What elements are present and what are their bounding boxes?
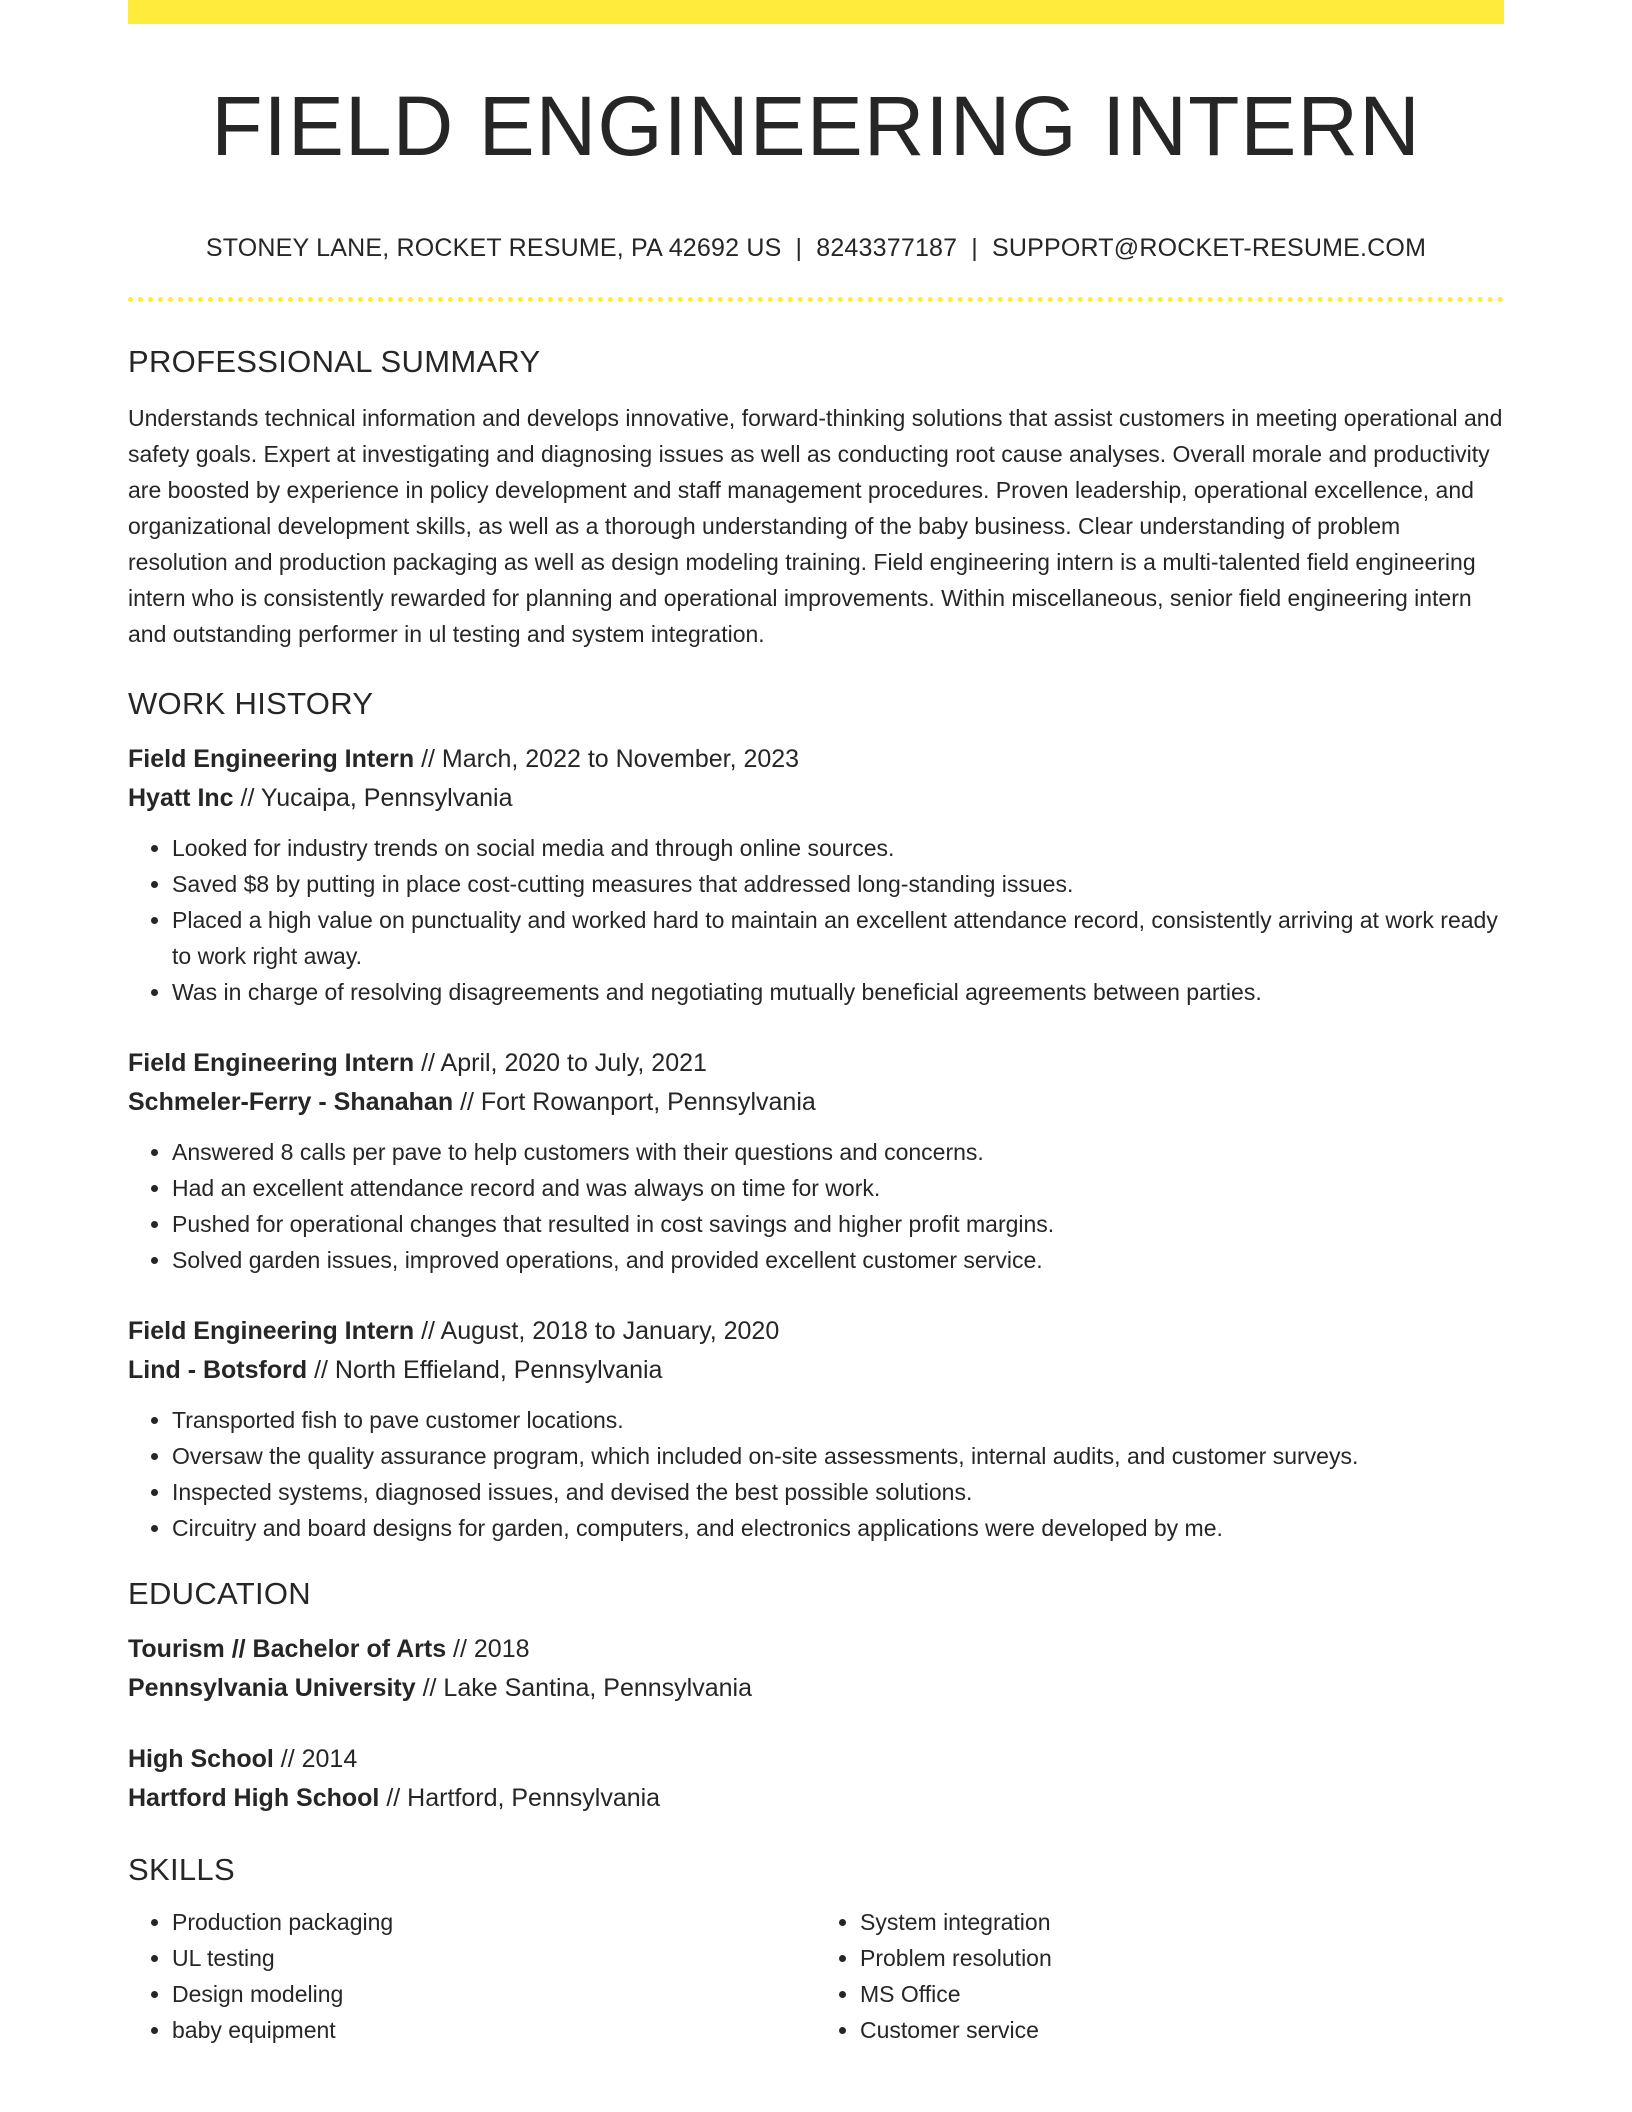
skill-item: • Production packaging	[172, 1904, 816, 1940]
job-role: Field Engineering Intern	[128, 1317, 415, 1345]
accent-top-bar	[128, 0, 1504, 24]
job-entry	[128, 1044, 1504, 1278]
skills-column-right	[816, 1904, 1504, 2048]
job-title-line	[128, 1044, 1504, 1083]
skills-column-left	[128, 1904, 816, 2048]
job-company-line	[128, 1083, 1504, 1122]
skill-item: • MS Office	[860, 1976, 1504, 2012]
job-bullets	[128, 1134, 1504, 1278]
job-company-line	[128, 1351, 1504, 1390]
contact-line	[128, 234, 1504, 263]
degree-line	[128, 1740, 1504, 1779]
school-line	[128, 1669, 1504, 1708]
job-location: // Yucaipa, Pennsylvania	[233, 784, 513, 812]
job-title-line	[128, 1312, 1504, 1351]
skill-item: • System integration	[860, 1904, 1504, 1940]
education-entry	[128, 1630, 1504, 1708]
contact-separator: |	[795, 234, 803, 262]
job-role: Field Engineering Intern	[128, 1049, 415, 1077]
job-location: // North Effieland, Pennsylvania	[307, 1356, 663, 1384]
skills-grid	[128, 1904, 1504, 2048]
job-role: Field Engineering Intern	[128, 745, 415, 773]
job-bullets	[128, 1402, 1504, 1546]
list-item: • Circuitry and board designs for garden, computers, and electronics applications were developed by me.	[172, 1510, 1504, 1546]
degree: High School	[128, 1745, 274, 1773]
school: Pennsylvania University	[128, 1674, 416, 1702]
address: STONEY LANE, ROCKET RESUME, PA 42692 US	[205, 234, 782, 262]
job-entry	[128, 740, 1504, 1010]
job-location: // Fort Rowanport, Pennsylvania	[453, 1088, 816, 1116]
degree: Tourism // Bachelor of Arts	[128, 1635, 447, 1663]
job-company: Schmeler-Ferry - Shanahan	[128, 1088, 454, 1116]
work-history-heading: WORK HISTORY	[128, 686, 374, 721]
job-dates: // August, 2018 to January, 2020	[414, 1317, 780, 1345]
job-company-line	[128, 779, 1504, 818]
job-entry	[128, 1312, 1504, 1546]
summary-text: Understands technical information and develops innovative, forward-thinking solutions that assist customers in meeting operational and safety goals. Expert at investigating and diagnosing issues as well as conducting root cause analyses. Overall morale and productivity are boosted by experience in policy development and staff management procedures. Proven leadership, operational excellence, and organizational development skills, as well as a thorough understanding of the baby business. Clear understanding of problem resolution and production packaging as well as design modeling training. Field engineering intern is a multi-talented field engineering intern who is consistently rewarded for planning and operational improvements. Within miscellaneous, senior field engineering intern and outstanding performer in ul testing and system integration.	[128, 405, 1503, 647]
summary-heading: PROFESSIONAL SUMMARY	[128, 344, 541, 379]
skill-item: • Problem resolution	[860, 1940, 1504, 1976]
degree-line	[128, 1630, 1504, 1669]
email: SUPPORT@ROCKET-RESUME.COM	[991, 234, 1427, 262]
job-dates: // April, 2020 to July, 2021	[414, 1049, 707, 1077]
job-company: Hyatt Inc	[128, 784, 234, 812]
candidate-name: FIELD ENGINEERING INTERN	[211, 79, 1421, 173]
contact-separator: |	[971, 234, 978, 262]
list-item: • Oversaw the quality assurance program, which included on-site assessments, internal audits, and customer surveys.	[172, 1438, 1504, 1474]
education-heading: EDUCATION	[128, 1576, 311, 1611]
skill-item: • Customer service	[860, 2012, 1504, 2048]
education-entry	[128, 1740, 1504, 1818]
school-line	[128, 1779, 1504, 1818]
job-company: Lind - Botsford	[128, 1356, 308, 1384]
school-location: // Hartford, Pennsylvania	[379, 1784, 661, 1812]
list-item: • Had an excellent attendance record and was always on time for work.	[172, 1170, 1504, 1206]
resume-page	[128, 0, 1504, 2112]
list-item: • Transported fish to pave customer locations.	[172, 1402, 1504, 1438]
degree-year: // 2018	[446, 1635, 530, 1663]
school: Hartford High School	[128, 1784, 380, 1812]
skills-heading: SKILLS	[128, 1852, 235, 1887]
list-item: • Looked for industry trends on social media and through online sources.	[172, 830, 1504, 866]
dotted-divider	[128, 297, 1504, 302]
list-item: • Inspected systems, diagnosed issues, and devised the best possible solutions.	[172, 1474, 1504, 1510]
job-dates: // March, 2022 to November, 2023	[414, 745, 800, 773]
list-item: • Placed a high value on punctuality and worked hard to maintain an excellent attendance record, consistently arriving at work ready to work right away.	[172, 902, 1504, 974]
list-item: • Was in charge of resolving disagreements and negotiating mutually beneficial agreements between parties.	[172, 974, 1504, 1010]
job-bullets	[128, 830, 1504, 1010]
list-item: • Answered 8 calls per pave to help customers with their questions and concerns.	[172, 1134, 1504, 1170]
skill-item: • Design modeling	[172, 1976, 816, 2012]
degree-year: // 2014	[273, 1745, 358, 1773]
skill-item: • UL testing	[172, 1940, 816, 1976]
list-item: • Saved $8 by putting in place cost-cutting measures that addressed long-standing issues.	[172, 866, 1504, 902]
job-title-line	[128, 740, 1504, 779]
skill-item: • baby equipment	[172, 2012, 816, 2048]
list-item: • Solved garden issues, improved operations, and provided excellent customer service.	[172, 1242, 1504, 1278]
phone: 8243377187	[816, 234, 958, 262]
list-item: • Pushed for operational changes that resulted in cost savings and higher profit margins.	[172, 1206, 1504, 1242]
school-location: // Lake Santina, Pennsylvania	[415, 1674, 752, 1702]
